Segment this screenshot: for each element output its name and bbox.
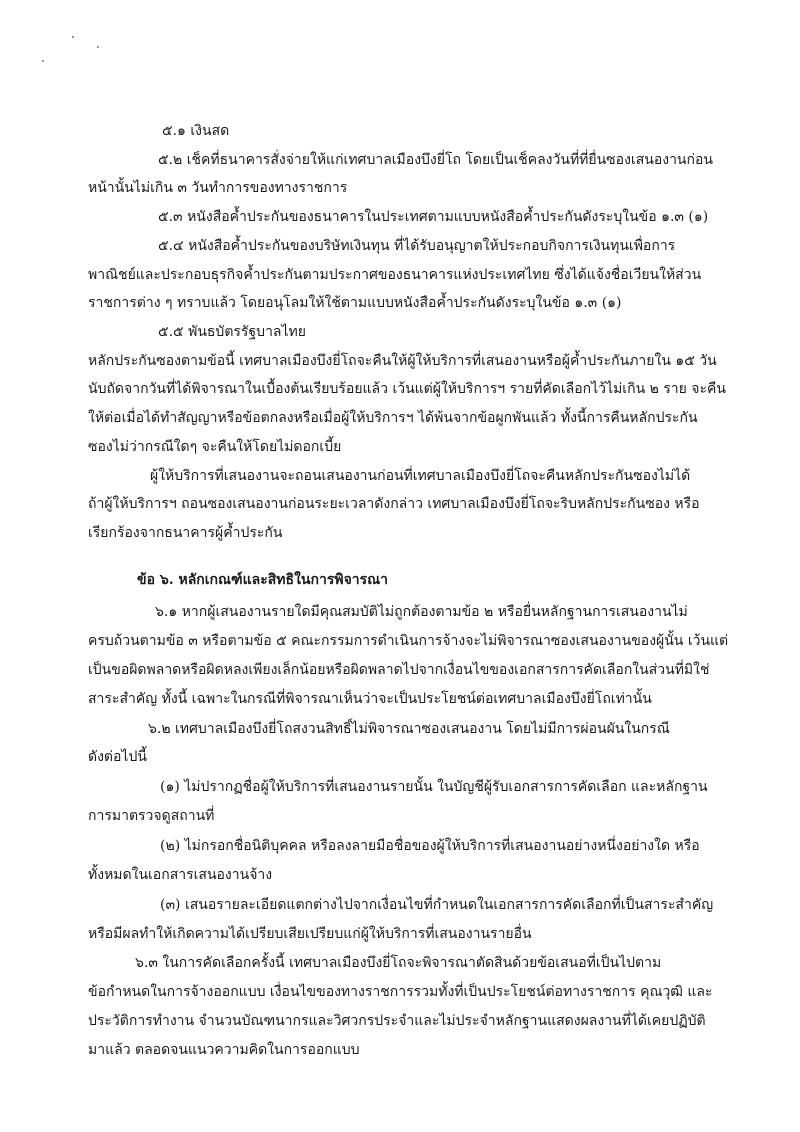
clause-6-2-3: (๓) เสนอรายละเอียดแตกต่างไปจากเงื่อนไขที่กำหนดในเอกสารการคัดเลือกที่เป็นสาระสำคัญ: [160, 897, 714, 913]
clause-6-2-2: (๒) ไม่กรอกชื่อนิติบุคคล หรือลงลายมือชื่อของผู้ให้บริการที่เสนองานอย่างหนึ่งอย่างใด หรือ: [160, 838, 700, 854]
text-line: ราชการต่าง ๆ ทราบแล้ว โดยอนุโลมให้ใช้ตามแบบหนังสือค้ำประกันดังระบุในข้อ ๑.๓ (๑): [88, 295, 622, 311]
text-line: ถ้าผู้ให้บริการฯ ถอนซองเสนองานก่อนระยะเวลาดังกล่าว เทศบาลเมืองบึงยี่โถจะริบหลักประกันซอง หรือ: [88, 496, 700, 512]
clause-5-1: ๕.๑ เงินสด: [162, 123, 230, 139]
section-6-heading: ข้อ ๖. หลักเกณฑ์และสิทธิในการพิจารณา: [137, 572, 389, 588]
text-line: ข้อกำหนดในการจ้างออกแบบ เงื่อนไขของทางราชการรวมทั้งที่เป็นประโยชน์ต่อทางราชการ คุณวุฒิ และ: [88, 984, 713, 1000]
scan-speck: [97, 46, 99, 48]
text-line: เรียกร้องจากธนาคารผู้ค้ำประกัน: [88, 525, 283, 541]
text-line: ผู้ให้บริการที่เสนองานจะถอนเสนองานก่อนที่เทศบาลเมืองบึงยี่โถจะคืนหลักประกันซองไม่ได้: [150, 468, 691, 484]
clause-6-1: ๖.๑ หากผู้เสนองานรายใดมีคุณสมบัติไม่ถูกต้องตามข้อ ๒ หรือยื่นหลักฐานการเสนองานไม่: [155, 604, 688, 620]
clause-6-3: ๖.๓ ในการคัดเลือกครั้งนี้ เทศบาลเมืองบึงยี่โถจะพิจารณาตัดสินด้วยข้อเสนอที่เป็นไปตาม: [135, 955, 662, 971]
clause-5-3: ๕.๓ หนังสือค้ำประกันของธนาคารในประเทศตามแบบหนังสือค้ำประกันดังระบุในข้อ ๑.๓ (๑): [158, 209, 709, 225]
text-line: ดังต่อไปนี้: [88, 749, 147, 765]
text-line: ครบถ้วนตามข้อ ๓ หรือตามข้อ ๕ คณะกรรมการดำเนินการจ้างจะไม่พิจารณาซองเสนองานของผู้นั้น เว้นแต่: [88, 633, 729, 649]
clause-5-4: ๕.๔ หนังสือค้ำประกันของบริษัทเงินทุน ที่ได้รับอนุญาตให้ประกอบกิจการเงินทุนเพื่อการ: [158, 238, 676, 254]
text-line: หรือมีผลทำให้เกิดความได้เปรียบเสียเปรียบแก่ผู้ให้บริการที่เสนองานรายอื่น: [88, 926, 532, 942]
scan-speck: [42, 60, 44, 62]
text-line: หน้านั้นไม่เกิน ๓ วันทำการของทางราชการ: [88, 180, 348, 196]
text-line: การมาตรวจดูสถานที่: [88, 808, 215, 824]
clause-5-5: ๕.๕ พันธบัตรรัฐบาลไทย: [158, 324, 306, 340]
text-line: เป็นขอผิดพลาดหรือผิดหลงเพียงเล็กน้อยหรือผิดพลาดไปจากเงื่อนไขของเอกสารการคัดเลือกในส่วนที่มิใช่: [88, 662, 710, 678]
text-line: ทั้งหมดในเอกสารเสนองานจ้าง: [88, 867, 273, 883]
text-line: หลักประกันซองตามข้อนี้ เทศบาลเมืองบึงยี่โถจะคืนให้ผู้ให้บริการที่เสนองานหรือผู้ค้ำประกันภายใน ๑๕ วัน: [88, 353, 717, 369]
clause-6-2-1: (๑) ไม่ปรากฏชื่อผู้ให้บริการที่เสนองานรายนั้น ในบัญชีผู้รับเอกสารการคัดเลือก และหลักฐาน: [160, 779, 708, 795]
text-line: สาระสำคัญ ทั้งนี้ เฉพาะในกรณีที่พิจารณาเห็นว่าจะเป็นประโยชน์ต่อเทศบาลเมืองบึงยี่โถเท่านั้น: [88, 691, 652, 707]
text-line: ประวัติการทำงาน จำนวนบัณฑนากรและวิศวกรประจำและไม่ประจำหลักฐานแสดงผลงานที่ได้เคยปฏิบัติ: [88, 1013, 706, 1029]
clause-6-2: ๖.๒ เทศบาลเมืองบึงยี่โถสงวนสิทธิ์ไม่พิจารณาซองเสนองาน โดยไม่มีการผ่อนผันในกรณี: [148, 721, 670, 737]
text-line: นับถัดจากวันที่ได้พิจารณาในเบื้องต้นเรียบร้อยแล้ว เว้นแต่ผู้ให้บริการฯ รายที่คัดเลือกไว้ไม่เกิน ๒ ราย จะคืน: [88, 381, 726, 397]
text-line: ให้ต่อเมื่อได้ทำสัญญาหรือข้อตกลงหรือเมื่อผู้ให้บริการฯ ได้พ้นจากข้อผูกพันแล้ว ทั้งนี้การคืนหลักประกัน: [88, 410, 698, 426]
clause-5-2: ๕.๒ เช็คที่ธนาคารสั่งจ่ายให้แก่เทศบาลเมืองบึงยี่โถ โดยเป็นเช็คลงวันที่ที่ยื่นซองเสนองานก่อน: [158, 152, 713, 168]
scan-speck: [72, 36, 74, 38]
text-line: ซองไม่ว่ากรณีใดๆ จะคืนให้โดยไม่ดอกเบี้ย: [88, 439, 342, 455]
text-line: มาแล้ว ตลอดจนแนวความคิดในการออกแบบ: [88, 1042, 360, 1058]
text-line: พาณิชย์และประกอบธุรกิจค้ำประกันตามประกาศของธนาคารแห่งประเทศไทย ซึ่งได้แจ้งชื่อเวียนให้ส่วน: [88, 267, 702, 283]
